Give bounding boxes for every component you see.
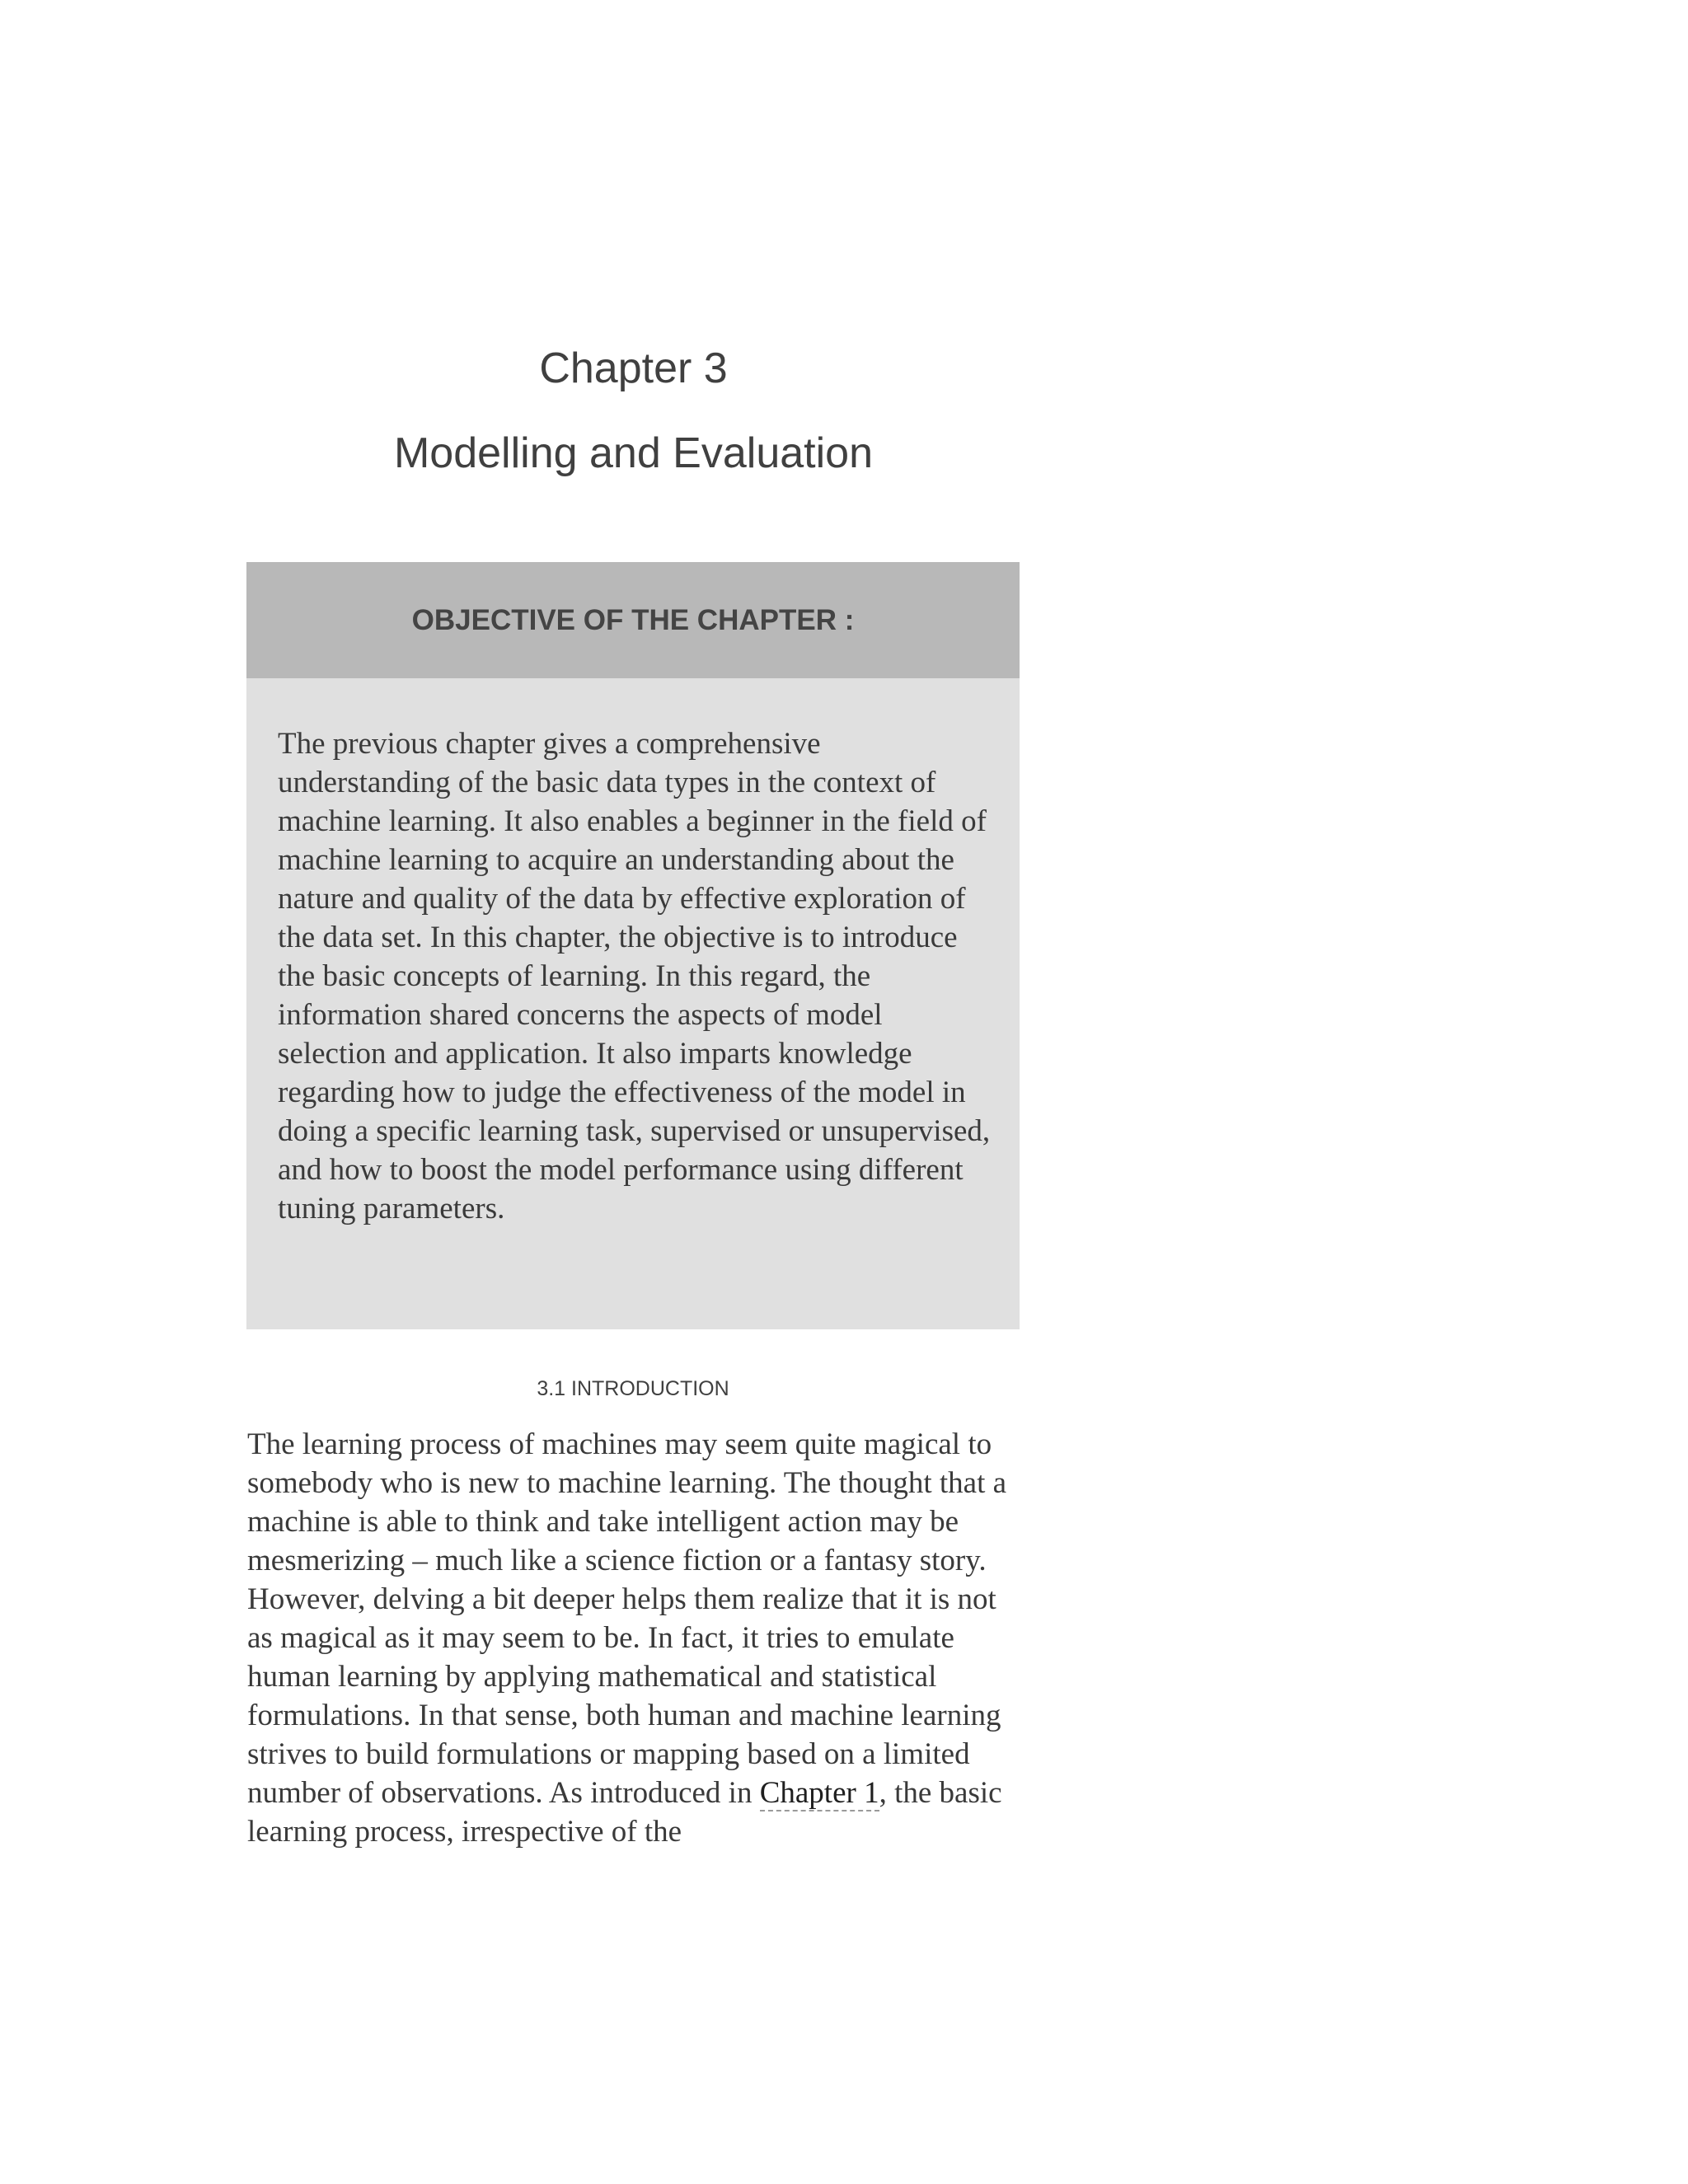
objective-heading: OBJECTIVE OF THE CHAPTER : (246, 562, 1020, 678)
chapter-title: Modelling and Evaluation (393, 429, 874, 477)
objective-text: The previous chapter gives a comprehensive understanding of the basic data types in the context of machine learning. It also enables a beginner in the field of machine learning to acquire an understanding about the nature and quality of the data by effective exploration of the data set. In this chapter, the objective is to introduce the basic concepts of learning. In this regard, the information shared concerns the aspects of model selection and application. It also imparts knowledge regarding how to judge the effectiveness of the model in doing a specific learning task, supervised or unsupervised, and how to boost the model performance using different tuning parameters. (278, 727, 991, 1226)
objective-box (246, 562, 1020, 1329)
chapter-number: Chapter 3 (539, 344, 728, 392)
intro-text-part-1: The learning process of machines may seem quite magical to somebody who is new to machine learning. The thought that a machine is able to think and take intelligent action may be mesmerizing – much like a science fiction or a fantasy story. However, delving a bit deeper helps them realize that it is not as magical as it may seem to be. In fact, it tries to emulate human learning by applying mathematical and statistical formulations. In that sense, both human and machine learning strives to build formulations or mapping based on a limited number of observations. As introduced in (247, 1427, 1007, 1810)
chapter-1-link[interactable]: Chapter 1 (759, 1776, 879, 1810)
intro-paragraph (247, 1425, 1020, 1851)
intro-text-part-2: , the basic learning process, irrespective of the (247, 1776, 1002, 1849)
section-heading: 3.1 INTRODUCTION (537, 1377, 729, 1400)
